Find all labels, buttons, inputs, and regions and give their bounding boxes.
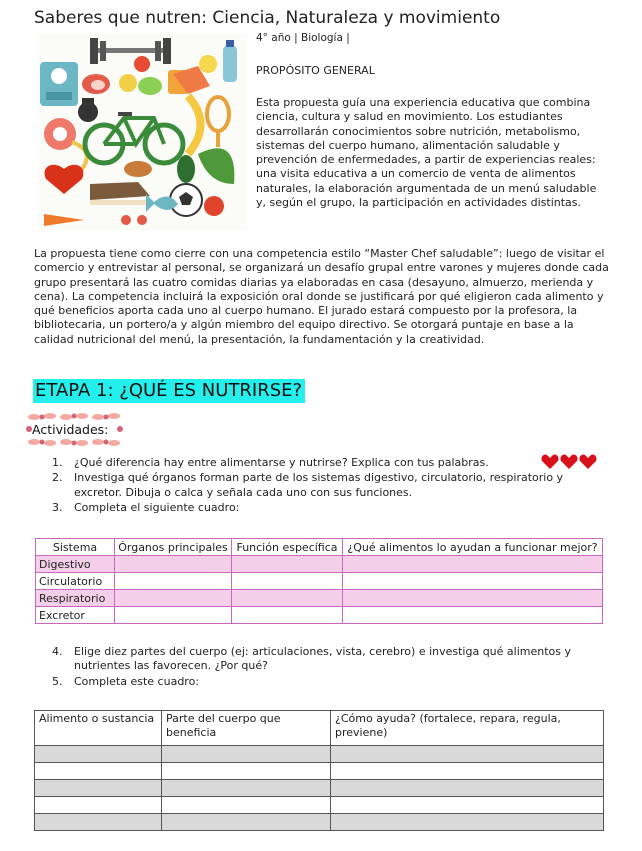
table-row	[35, 780, 604, 797]
table-cell[interactable]	[35, 746, 162, 763]
table-cell[interactable]	[115, 607, 232, 624]
table-header-row	[36, 539, 603, 556]
table-row	[36, 556, 603, 573]
systems-table	[35, 538, 603, 624]
water-bottle-icon	[223, 46, 237, 82]
lemon-icon	[199, 55, 217, 73]
table-cell[interactable]	[343, 607, 603, 624]
table-cell[interactable]	[162, 814, 331, 831]
list-item: 1. ¿Qué diferencia hay entre alimentarse y nutrirse? Explica con tus palabras.	[52, 456, 489, 469]
lettuce-icon	[138, 77, 162, 95]
table-row	[35, 814, 604, 831]
activities-banner	[26, 411, 124, 447]
row-label: Digestivo	[36, 556, 115, 573]
stage-title: ETAPA 1: ¿QUÉ ES NUTRIRSE?	[33, 379, 305, 403]
table-cell[interactable]	[331, 797, 604, 814]
table-cell[interactable]	[162, 763, 331, 780]
drumstick-icon	[124, 161, 152, 177]
table-cell[interactable]	[162, 780, 331, 797]
table-row	[35, 763, 604, 780]
table-cell[interactable]	[232, 607, 343, 624]
table-cell[interactable]	[115, 556, 232, 573]
table-header-row	[35, 711, 604, 746]
header-sistema: Sistema	[36, 539, 115, 556]
activities-label: Actividades:	[32, 422, 109, 437]
purpose-text: Esta propuesta guía una experiencia educativa que combina ciencia, cultura y salud en movimiento. Los estudiantes desarrollarán conocimientos sobre nutrición, metabolismo, sistemas del cuerpo humano, alimentación saludable y prevención de enfermedades, a partir de experiencias reales: una visita educativa a un comercio de venta de alimentos naturales, la elaboración argumentada de un menú saludable y, según el grupo, la participación en actividades distintas.	[256, 96, 597, 210]
soccer-ball-icon	[170, 184, 202, 216]
scale-icon	[40, 62, 78, 106]
table-cell[interactable]	[232, 556, 343, 573]
list-item: 4. Elige diez partes del cuerpo (ej: articulaciones, vista, cerebro) e investiga qué alimentos y nutrientes las favorecen. ¿Por qué?	[52, 645, 572, 673]
list-item: 3. Completa el siguiente cuadro:	[52, 500, 240, 514]
header-como: ¿Cómo ayuda? (fortalece, repara, regula, previene)	[331, 711, 604, 746]
table-cell[interactable]	[35, 797, 162, 814]
table-cell[interactable]	[343, 556, 603, 573]
closing-text: La propuesta tiene como cierre con una competencia estilo “Master Chef saludable”: luego de visitar el comercio y entrevistar al personal, se organizará un desafío grupal entre varones y mujeres donde cada grupo presentará las cuatro comidas diarias ya elaboradas en casa (desayuno, almuerzo, merienda y cena). La competencia incluirá la exposición oral donde se justificará por qué eligieron cada alimento y qué beneficios aporta cada uno al cuerpo humano. El jurado estará compuesto por la profesora, la bibliotecaria, un portero/a y algún miembro del equipo directivo. Se otorgará puntaje en base a la calidad nutricional del menú, la presentación, la fundamentación y la creatividad.	[34, 247, 609, 346]
table-cell[interactable]	[162, 797, 331, 814]
foods-table	[34, 710, 604, 831]
purpose-heading: PROPÓSITO GENERAL	[256, 64, 375, 77]
course-meta: 4° año | Biología |	[256, 32, 350, 44]
table-row	[36, 607, 603, 624]
header-parte: Parte del cuerpo que beneficia	[162, 711, 331, 746]
table-cell[interactable]	[115, 590, 232, 607]
header-alimentos: ¿Qué alimentos lo ayudan a funcionar mejor?	[343, 539, 603, 556]
table-row	[36, 590, 603, 607]
table-cell[interactable]	[331, 763, 604, 780]
table-cell[interactable]	[343, 573, 603, 590]
row-label: Respiratorio	[36, 590, 115, 607]
header-organos: Órganos principales	[115, 539, 232, 556]
table-cell[interactable]	[331, 746, 604, 763]
list-item: 2. Investiga qué órganos forman parte de los sistemas digestivo, circulatorio, respiratorio y excretor. Dibuja o calca y señala cada uno con sus funciones.	[52, 471, 564, 499]
table-cell[interactable]	[35, 763, 162, 780]
healthy-lifestyle-illustration	[38, 34, 246, 230]
table-cell[interactable]	[35, 780, 162, 797]
apple-icon	[119, 74, 137, 92]
table-cell[interactable]	[343, 590, 603, 607]
table-cell[interactable]	[162, 746, 331, 763]
table-row	[35, 746, 604, 763]
tomato-icon	[204, 196, 224, 216]
header-alimento: Alimento o sustancia	[35, 711, 162, 746]
table-cell[interactable]	[35, 814, 162, 831]
meat-icon	[82, 74, 110, 94]
table-cell[interactable]	[331, 780, 604, 797]
page-title: Saberes que nutren: Ciencia, Naturaleza y movimiento	[34, 8, 501, 28]
table-row	[36, 573, 603, 590]
activities-list-2	[52, 645, 612, 690]
table-cell[interactable]	[331, 814, 604, 831]
header-funcion: Función específica	[232, 539, 343, 556]
table-cell[interactable]	[232, 590, 343, 607]
table-row	[35, 797, 604, 814]
list-item: 5. Completa este cuadro:	[52, 674, 200, 688]
activities-list	[52, 456, 612, 516]
table-cell[interactable]	[232, 573, 343, 590]
table-cell[interactable]	[115, 573, 232, 590]
row-label: Excretor	[36, 607, 115, 624]
row-label: Circulatorio	[36, 573, 115, 590]
